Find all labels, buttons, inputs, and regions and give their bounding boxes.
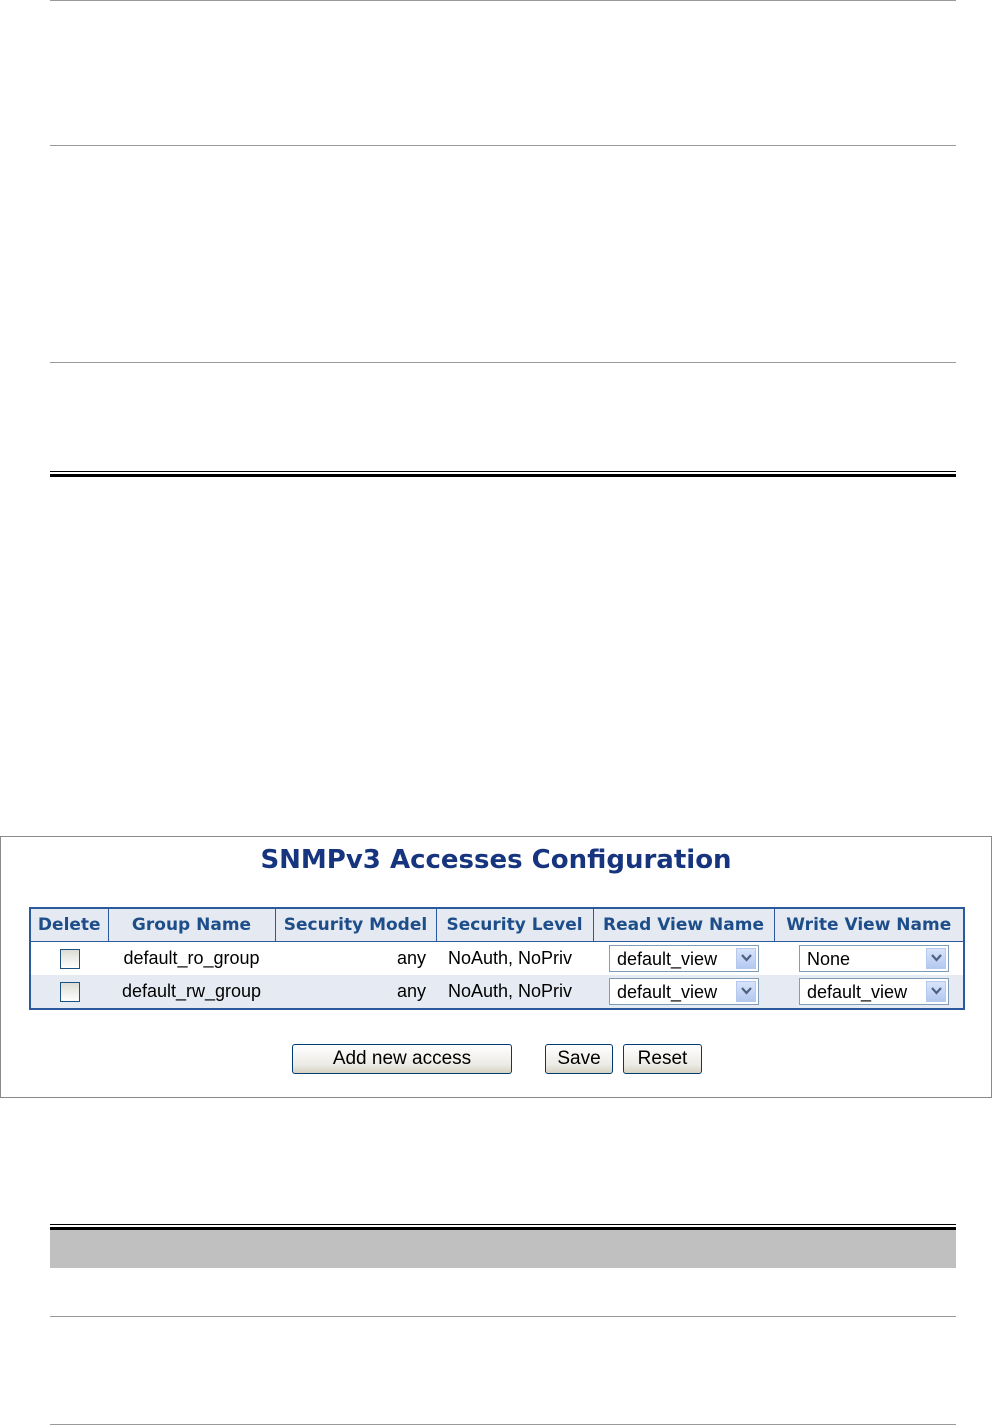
read-view-select[interactable] bbox=[609, 978, 759, 1005]
col-group-name: Group Name bbox=[108, 908, 275, 942]
write-view-select[interactable] bbox=[799, 945, 949, 972]
divider-top bbox=[50, 0, 956, 1]
col-security-model: Security Model bbox=[275, 908, 436, 942]
chevron-down-icon[interactable] bbox=[736, 981, 756, 1002]
col-security-level: Security Level bbox=[436, 908, 593, 942]
divider bbox=[50, 362, 956, 363]
write-view-value: None bbox=[807, 949, 851, 969]
security-level: NoAuth, NoPriv bbox=[436, 975, 593, 1009]
table-row bbox=[30, 942, 964, 976]
security-model: any bbox=[275, 942, 436, 976]
add-new-access-button[interactable]: Add new access bbox=[292, 1044, 512, 1074]
divider-bottom bbox=[50, 1424, 956, 1425]
group-name: default_rw_group bbox=[108, 975, 275, 1009]
divider bbox=[50, 1316, 956, 1317]
read-view-value: default_view bbox=[617, 949, 718, 969]
security-model: any bbox=[275, 975, 436, 1009]
table-header-bar bbox=[50, 1230, 956, 1268]
write-view-value: default_view bbox=[807, 982, 908, 1002]
chevron-down-icon[interactable] bbox=[926, 948, 946, 969]
save-button[interactable]: Save bbox=[545, 1044, 613, 1074]
col-read-view-name: Read View Name bbox=[593, 908, 774, 942]
reset-button[interactable]: Reset bbox=[623, 1044, 702, 1074]
table-row bbox=[30, 975, 964, 1009]
chevron-down-icon[interactable] bbox=[926, 981, 946, 1002]
snmpv3-accesses-panel bbox=[0, 836, 992, 1098]
delete-checkbox[interactable] bbox=[60, 949, 80, 969]
divider bbox=[50, 145, 956, 146]
col-delete: Delete bbox=[30, 908, 108, 942]
accesses-table bbox=[29, 907, 965, 1010]
col-write-view-name: Write View Name bbox=[774, 908, 964, 942]
read-view-value: default_view bbox=[617, 982, 718, 1002]
divider-double bbox=[50, 471, 956, 477]
table-header-row bbox=[30, 908, 964, 942]
read-view-select[interactable] bbox=[609, 945, 759, 972]
chevron-down-icon[interactable] bbox=[736, 948, 756, 969]
delete-checkbox[interactable] bbox=[60, 982, 80, 1002]
page-title: SNMPv3 Accesses Configuration bbox=[260, 845, 732, 875]
security-level: NoAuth, NoPriv bbox=[436, 942, 593, 976]
write-view-select[interactable] bbox=[799, 978, 949, 1005]
group-name: default_ro_group bbox=[108, 942, 275, 976]
